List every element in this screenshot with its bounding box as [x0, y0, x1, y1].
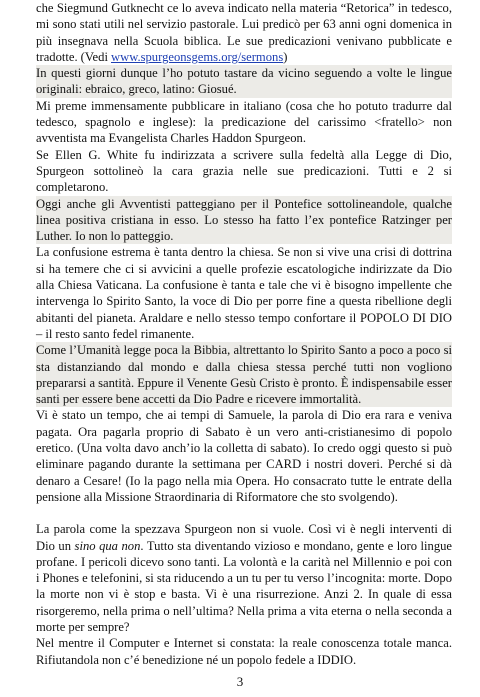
paragraph-text: Come l’Umanità legge poca la Bibbia, altrettanto lo Spirito Santo a poco a poco si sta distanziando dal mondo e dalla chiesa stessa perché tutti non vogliono prepararsi a santità. Eppure il Venente Gesù Cristo è pronto. È indispensabile esser santi per essere bene accetti da Dio Padre e ricevere immortalità.: [36, 343, 452, 407]
paragraph: [36, 521, 452, 635]
paragraph-text: In questi giorni dunque l’ho potuto tastare da vicino seguendo a volte le lingue originali: ebraico, greco, latino: Giosué.: [36, 66, 452, 97]
paragraph: [36, 65, 452, 98]
body-text: [36, 0, 452, 668]
paragraph-text: ): [283, 49, 288, 64]
paragraph-text: Nel mentre il Computer e Internet si constata: la reale conoscenza totale manca. Rifiutandola non c’é benedizione né un popolo fedele a IDDIO.: [36, 636, 452, 667]
paragraph-text: Oggi anche gli Avventisti patteggiano per il Pontefice sottolineandole, qualche linea positiva cristiana in esso. Lo stesso ha fatto l’ex pontefice Ratzinger per Luther. Io non lo patteggio.: [36, 196, 452, 244]
paragraph: [36, 147, 452, 196]
paragraph-spacer: [36, 505, 452, 521]
italic-phrase: sino qua non: [74, 538, 141, 553]
paragraph-text: che Siegmund Gutknecht ce lo aveva indicato nella materia “Retorica” in tedesco, mi sono stati utili nel servizio pastorale. Lui predicò per 63 anni ogni domenica in più insegnava nella Scuola biblica. Le sue predicazioni venivano pubblicate e tradotte. (Vedi: [36, 1, 452, 64]
paragraph: [36, 244, 452, 342]
paragraph-text: Mi preme immensamente pubblicare in italiano (cosa che ho potuto tradurre dal tedesco, spagnolo e inglese): la predicazione del carissimo <fratello> non avventista ma Evangelista Charles Haddon Spurgeon.: [36, 98, 452, 146]
paragraph: [36, 407, 452, 505]
paragraph-text: . Tutto sta diventando vizioso e mondano, gente e loro lingue profane. I pericoli dicevo sono tanti. La volontà e la carità nel Millennio e poi con i Phones e telefonini, si sta riducendo a un tu per tu verso l’incognita: morte. Dopo la morte non vi è stop e basta. Vi è una risurrezione. Anzi 2. In quale di essa risorgeremo, nella prima o nell’ultima? Nella prima a vita eterna o nella seconda a morte per sempre?: [36, 538, 452, 634]
paragraph-text: La confusione estrema è tanta dentro la chiesa. Se non si vive una crisi di dottrina si ha temere che ci si avvicini a quelle profezie escatologiche indirizzate da Dio alla Chiesa Vaticana. La confusione è tanta e tale che vi è bisogno impellente che intervenga lo Spirito Santo, la voce di Dio per porre fine a questa ribellione degli abitanti del pianeta. Araldare e nello stesso tempo confortare il POPOLO DI DIO – il resto santo fedel rimanente.: [36, 245, 452, 341]
paragraph: [36, 0, 452, 65]
page-number: 3: [236, 674, 244, 689]
paragraph: [36, 98, 452, 147]
paragraph: [36, 342, 452, 407]
sermons-link[interactable]: www.spurgeonsgems.org/sermons: [111, 49, 284, 64]
paragraph-text: Vi è stato un tempo, che ai tempi di Samuele, la parola di Dio era rara e veniva pagata. Ora pagarla proprio di Sabato è un vero anti-cristianesimo di popolo eretico. (Una volta davo anch’io la colletta di sabato). Io credo oggi questo si può eliminare pagando durante la settimana per CARD i nostri doveri. Perché si dà denaro a Cesare! (Io la pago nella mia Opera. Ho consacrato tutte le entrate della pensione alla Missione Straordinaria di Riformatore che sto svolgendo).: [36, 408, 452, 504]
paragraph-text: Se Ellen G. White fu indirizzata a scrivere sulla fedeltà alla Legge di Dio, Spurgeon sottolineò la cara grazia nelle sue predicazioni. Tutti e 2 si completarono.: [36, 147, 452, 195]
paragraph-text: La parola come la spezzava Spurgeon non si vuole. Così vi è negli interventi di Dio un: [36, 522, 452, 553]
paragraph: [36, 196, 452, 245]
paragraph: [36, 635, 452, 668]
